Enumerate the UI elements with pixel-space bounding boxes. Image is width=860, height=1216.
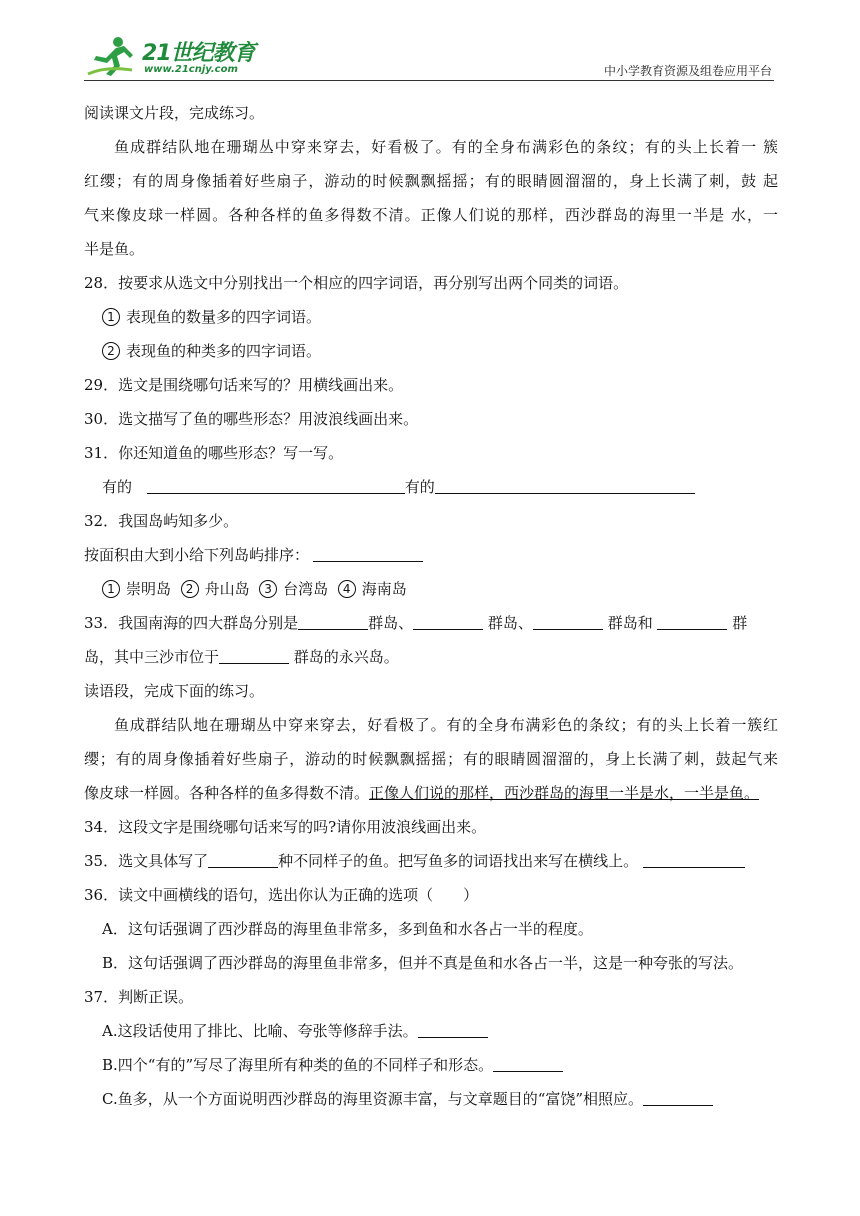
- island-option: 崇明岛: [126, 580, 172, 598]
- question-31: 31．你还知道鱼的哪些形态？写一写。: [84, 444, 344, 462]
- question-35-text: 35．选文具体写了: [84, 852, 209, 870]
- question-28: 28．按要求从选文中分别找出一个相应的四字词语，再分别写出两个同类的词语。: [84, 274, 629, 292]
- question-36: 36．读文中画横线的语句，选出你认为正确的选项（ ）: [84, 886, 479, 904]
- question-31-answer-line: [84, 470, 778, 504]
- island-options: [84, 572, 778, 606]
- question-37-a: [84, 1014, 778, 1048]
- passage1-line: 半是鱼。: [84, 240, 145, 258]
- island-option: 海南岛: [361, 580, 407, 598]
- answer-blank[interactable]: [533, 607, 603, 630]
- logo-url: www.21cnjy.com: [144, 64, 238, 75]
- answer-blank[interactable]: [298, 607, 368, 630]
- runner-icon: [86, 36, 134, 76]
- answer-blank[interactable]: [219, 641, 289, 664]
- statement-text: B.四个“有的”写尽了海里所有种类的鱼的不同样子和形态。: [102, 1056, 494, 1074]
- passage2-line: 缨；有的周身像插着好些扇子，游动的时候飘飘摇摇；有的眼睛圆溜溜的，身上长满了刺，鼓起气来: [84, 750, 778, 768]
- answer-blank[interactable]: [147, 471, 405, 494]
- question-28-b: [84, 334, 778, 368]
- passage1-line: 鱼成群结队地在珊瑚丛中穿来穿去，好看极了。有的全身布满彩色的条纹；有的头上长着一 簇: [114, 138, 778, 156]
- answer-blank[interactable]: [643, 1083, 713, 1106]
- answer-blank[interactable]: [643, 845, 745, 868]
- question-33-text: 群岛、: [368, 614, 414, 632]
- header-divider: [84, 80, 774, 81]
- question-35: [84, 844, 778, 878]
- worksheet-content: [84, 96, 778, 1116]
- passage1-line: 红缨；有的周身像插着好些扇子，游动的时候飘飘摇摇；有的眼睛圆溜溜的，身上长满了刺，鼓 起: [84, 172, 778, 190]
- question-30: 30．选文描写了鱼的哪些形态？用波浪线画出来。: [84, 410, 419, 428]
- circled-number: 1: [102, 580, 120, 598]
- question-37-b: [84, 1048, 778, 1082]
- answer-blank[interactable]: [208, 845, 278, 868]
- question-33-line1: [84, 606, 778, 640]
- passage1-line: 气来像皮球一样圆。各种各样的鱼多得数不清。正像人们说的那样，西沙群岛的海里一半是 水，一: [84, 206, 778, 224]
- prompt-text: 有的: [102, 478, 133, 496]
- page-header: [0, 0, 860, 80]
- question-33-text: 岛，其中三沙市位于: [84, 648, 220, 666]
- answer-blank[interactable]: [657, 607, 727, 630]
- statement-text: A.这段话使用了排比、比喻、夸张等修辞手法。: [102, 1022, 418, 1040]
- question-37-c: [84, 1082, 778, 1116]
- statement-text: C.鱼多，从一个方面说明西沙群岛的海里资源丰富，与文章题目的“富饶”相照应。: [102, 1090, 644, 1108]
- question-28-b-text: 表现鱼的种类多的四字词语。: [126, 342, 322, 360]
- answer-blank[interactable]: [313, 539, 423, 562]
- question-33-text: 群岛、: [487, 614, 533, 632]
- question-32: 32．我国岛屿知多少。: [84, 512, 239, 530]
- question-35-text: 种不同样子的鱼。把写鱼多的词语找出来写在横线上。: [278, 852, 639, 870]
- question-33-text: 群岛的永兴岛。: [293, 648, 399, 666]
- question-34: 34．这段文字是围绕哪句话来写的吗?请你用波浪线画出来。: [84, 818, 487, 836]
- island-option: 台湾岛: [283, 580, 329, 598]
- passage2-text: 像皮球一样圆。各种各样的鱼多得数不清。: [84, 784, 370, 802]
- logo-text: 21世纪教育: [142, 41, 255, 66]
- option-b[interactable]: B．这句话强调了西沙群岛的海里鱼非常多，但并不真是鱼和水各占一半，这是一种夸张的写法。: [102, 954, 744, 972]
- logo: [86, 36, 256, 80]
- question-33-text: 33．我国南海的四大群岛分别是: [84, 614, 299, 632]
- option-a[interactable]: A．这句话强调了西沙群岛的海里鱼非常多，多到鱼和水各占一半的程度。: [102, 920, 593, 938]
- question-33-text: 群岛和: [607, 614, 653, 632]
- question-33-line2: [84, 640, 778, 674]
- question-29: 29．选文是围绕哪句话来写的？用横线画出来。: [84, 376, 404, 394]
- platform-name: 中小学教育资源及组卷应用平台: [603, 64, 772, 78]
- answer-blank[interactable]: [435, 471, 695, 494]
- prompt-text: 有的: [404, 478, 435, 496]
- circled-number: 2: [102, 342, 120, 360]
- question-28-a: [84, 300, 778, 334]
- question-32-sub-text: 按面积由大到小给下列岛屿排序：: [84, 546, 310, 564]
- circled-number: 1: [102, 308, 120, 326]
- underlined-sentence: 正像人们说的那样，西沙群岛的海里一半是水，一半是鱼。: [369, 784, 760, 802]
- answer-blank[interactable]: [413, 607, 483, 630]
- question-28-a-text: 表现鱼的数量多的四字词语。: [126, 308, 322, 326]
- passage1-intro: 阅读课文片段，完成练习。: [84, 104, 265, 122]
- question-32-sub: [84, 538, 778, 572]
- question-37: 37．判断正误。: [84, 988, 194, 1006]
- passage2-line: 鱼成群结队地在珊瑚丛中穿来穿去，好看极了。有的全身布满彩色的条纹；有的头上长着一簇红: [114, 716, 778, 734]
- answer-blank[interactable]: [418, 1015, 488, 1038]
- passage2-line: [84, 776, 778, 810]
- circled-number: 3: [259, 580, 277, 598]
- circled-number: 2: [181, 580, 199, 598]
- passage2-intro: 读语段，完成下面的练习。: [84, 682, 265, 700]
- island-option: 舟山岛: [204, 580, 250, 598]
- answer-blank[interactable]: [493, 1049, 563, 1072]
- circled-number: 4: [338, 580, 356, 598]
- question-33-text: 群: [732, 614, 748, 632]
